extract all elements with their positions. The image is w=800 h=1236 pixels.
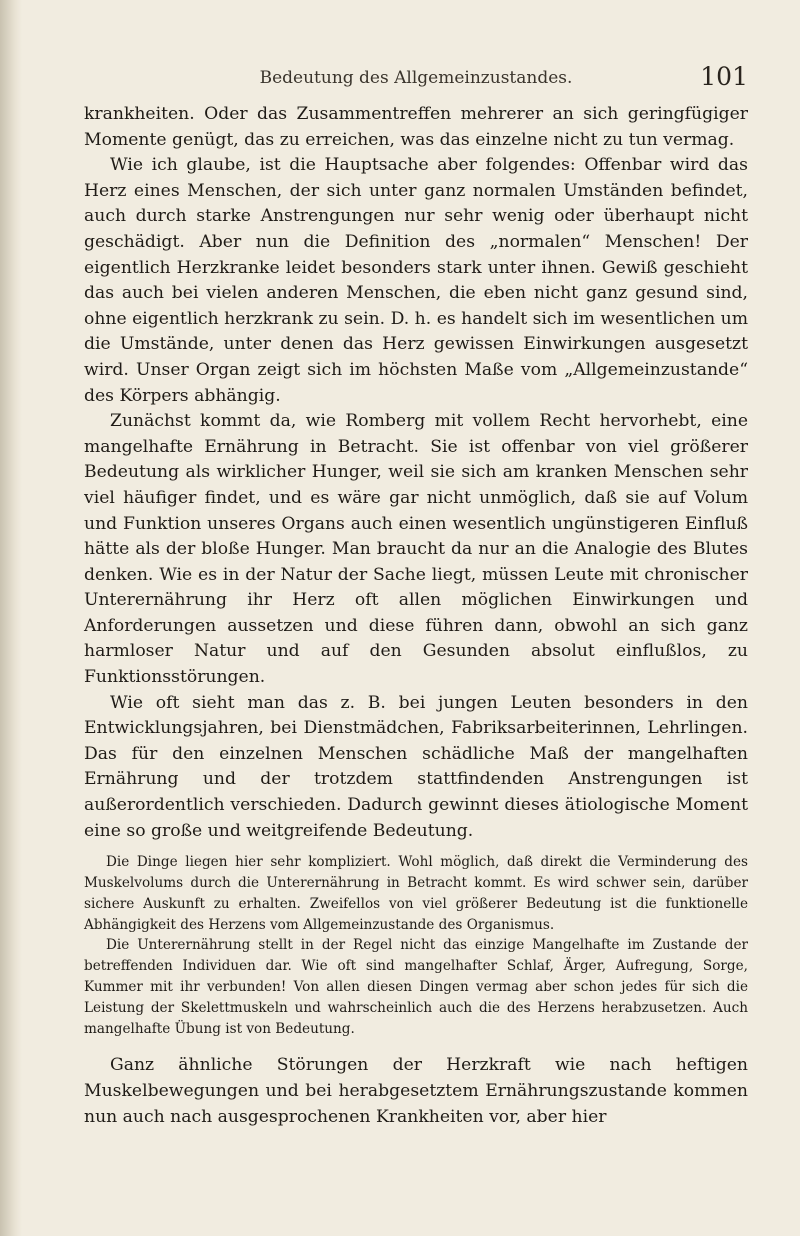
page-number: 101	[700, 62, 748, 91]
paragraph: Wie oft sieht man das z. B. bei jungen Leuten besonders in den Entwicklungsjahren, bei Dienstmädchen, Fabriksarbeiterinnen, Lehrlingen. Das für den einzelnen Menschen schädliche Maß der mangelhaften Ernährung und der trotzdem stattfindenden Anstrengungen ist außerordentlich verschieden. Dadurch gewinnt dieses ätiologische Moment eine so große und weitgreifende Bedeutung.	[84, 692, 748, 841]
book-page	[84, 62, 748, 1130]
continuation-text	[84, 1053, 748, 1130]
small-print-paragraph: Die Unterernährung stellt in der Regel nicht das einzige Mangelhafte im Zustande der betreffenden Individuen dar. Wie oft sind mangelhafter Schlaf, Ärger, Aufregung, Sorge, Kummer mit ihr verbunden! Von allen diesen Dingen vermag aber schon jedes für sich die Leistung der Skelettmuskeln und wahrscheinlich auch die des Herzens herabzusetzen. Auch mangelhafte Übung ist von Bedeutung.	[84, 937, 748, 1037]
paragraph: krankheiten. Oder das Zusammentreffen mehrerer an sich geringfügiger Momente genügt, das zu erreichen, was das einzelne nicht zu tun vermag.	[84, 104, 748, 150]
book-gutter-shadow	[0, 0, 22, 1236]
page-header	[84, 62, 748, 102]
small-print-paragraph: Die Dinge liegen hier sehr kompliziert. Wohl möglich, daß direkt die Verminderung des Muskelvolums durch die Unterernährung in Betracht kommt. Es wird schwer sein, darüber sichere Auskunft zu erhalten. Zweifellos von viel größerer Bedeutung ist die funktionelle Abhängigkeit des Herzens vom Allgemeinzustande des Organismus.	[84, 854, 748, 933]
main-text	[84, 102, 748, 844]
small-print-notes	[84, 852, 748, 1039]
paragraph: Wie ich glaube, ist die Hauptsache aber folgendes: Offenbar wird das Herz eines Menschen, der sich unter ganz normalen Umständen befindet, auch durch starke Anstrengungen nur sehr wenig oder überhaupt nicht geschädigt. Aber nun die Definition des „normalen“ Menschen! Der eigentlich Herzkranke leidet besonders stark unter ihnen. Gewiß geschieht das auch bei vielen anderen Menschen, die eben nicht ganz gesund sind, ohne eigentlich herzkrank zu sein. D. h. es handelt sich im wesentlichen um die Umstände, unter denen das Herz gewissen Einwirkungen ausgesetzt wird. Unser Organ zeigt sich im höchsten Maße vom „Allgemeinzustande“ des Körpers abhängig.	[84, 155, 748, 406]
paragraph: Ganz ähnliche Störungen der Herzkraft wie nach heftigen Muskelbewegungen und bei herabgesetztem Ernährungszustande kommen nun auch nach ausgesprochenen Krankheiten vor, aber hier	[84, 1055, 748, 1127]
running-head: Bedeutung des Allgemeinzustandes.	[259, 68, 573, 88]
paragraph: Zunächst kommt da, wie Romberg mit vollem Recht hervorhebt, eine mangelhafte Ernährung in Betracht. Sie ist offenbar von viel größerer Bedeutung als wirklicher Hunger, weil sie sich am kranken Menschen sehr viel häufiger findet, und es wäre gar nicht unmöglich, daß sie auf Volum und Funktion unseres Organs auch einen wesentlich ungünstigeren Einfluß hätte als der bloße Hunger. Man braucht da nur an die Analogie des Blutes denken. Wie es in der Natur der Sache liegt, müssen Leute mit chronischer Unterernährung ihr Herz oft allen möglichen Einwirkungen und Anforderungen aussetzen und diese führen dann, obwohl an sich ganz harmloser Natur und auf den Gesunden absolut einflußlos, zu Funktionsstörungen.	[84, 411, 748, 688]
